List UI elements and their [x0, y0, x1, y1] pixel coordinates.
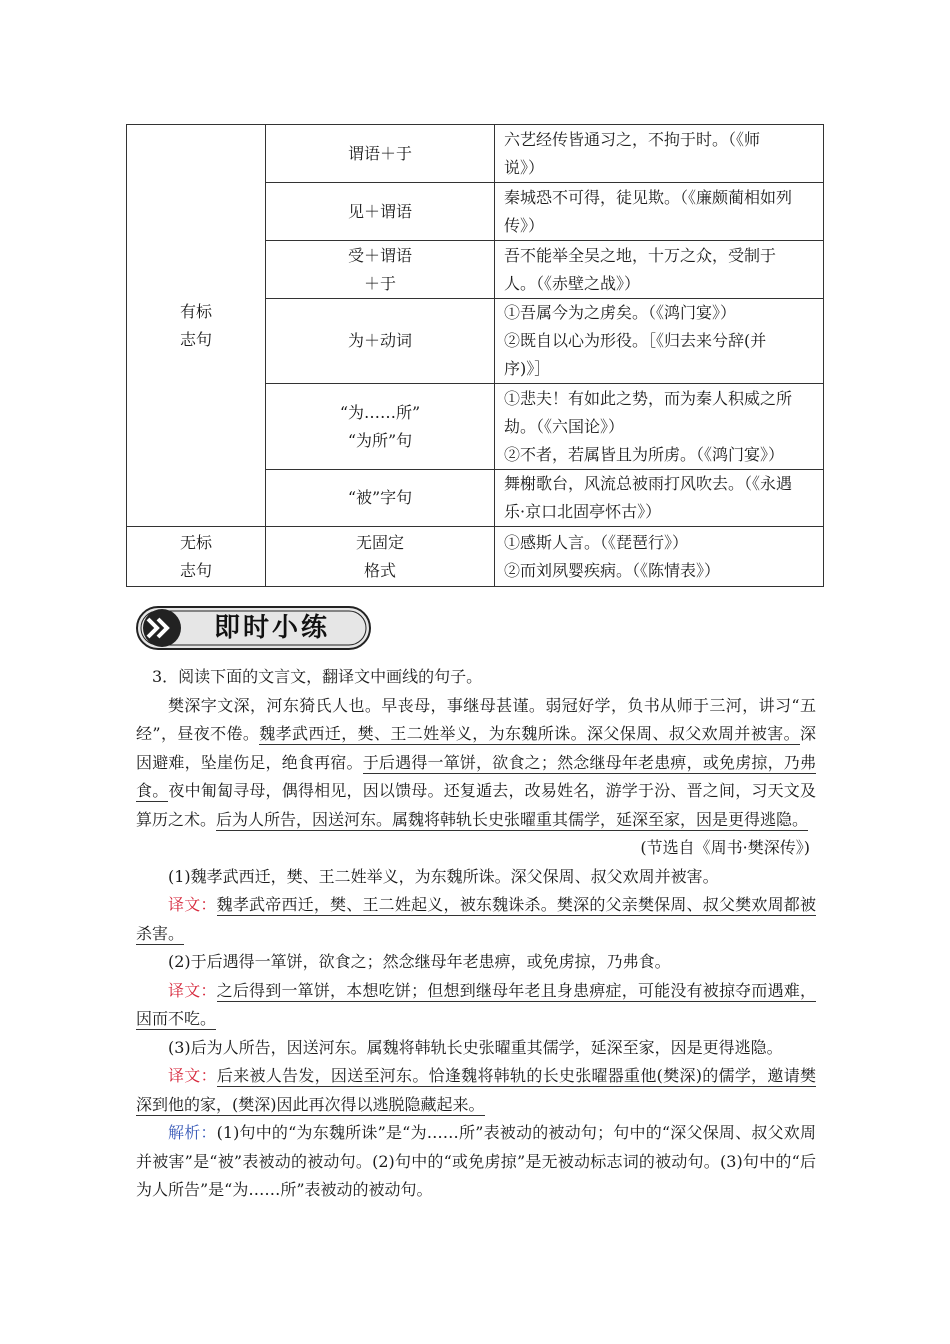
example-line: ①感斯人言。（《琵琶行》）: [504, 532, 689, 552]
example-cell: [495, 125, 824, 183]
example-line: ①吾属今为之虏矣。（《鸿门宴》）: [504, 303, 737, 322]
form-line: 格式: [363, 560, 396, 580]
example-line: 劫。（《六国论》）: [504, 416, 625, 436]
form-line: 见＋谓语: [347, 201, 412, 221]
passive-sentence-table: [126, 124, 824, 587]
translation-label: 译文：: [168, 980, 217, 1000]
example-line: 秦城恐不可得，徒见欺。（《廉颇蔺相如列: [504, 187, 793, 207]
table-row: [127, 125, 824, 183]
translation-answer: [136, 891, 816, 948]
underlined-sentence: 后为人所告，因送河东。属魏将韩轨长史张曜重其儒学，延深至家，因是更得逃隐。: [216, 809, 809, 829]
translation-text: 之后得到一箪饼，本想吃饼；但想到继母年老且身患痹症，可能没有被掠夺而遇难，因而不吃。: [136, 980, 816, 1028]
example-cell: [495, 527, 824, 587]
form-line: “为所”句: [347, 430, 413, 450]
form-line: ＋于: [363, 273, 396, 293]
example-line: ②不者，若属皆且为所虏。（《鸿门宴》）: [504, 444, 785, 464]
question-prompt: 3．阅读下面的文言文，翻译文中画线的句子。: [152, 667, 483, 686]
table-body: [127, 125, 824, 587]
form-cell: [266, 384, 495, 470]
section-banner: [136, 605, 372, 651]
underlined-sentence: 于后遇得一箪饼，欲食之；然念继母年老患痹，或免虏掠，乃弗食。: [136, 752, 816, 800]
passage-text: 深因避难，坠崖伤足，绝食再宿。: [136, 724, 816, 772]
analysis-block: [136, 1119, 816, 1205]
form-cell: [266, 125, 495, 183]
example-line: 六艺经传皆通习之，不拘于时。（《师: [504, 129, 761, 149]
form-line: 受＋谓语: [347, 245, 412, 265]
example-line: 人。（《赤壁之战》）: [504, 273, 641, 293]
banner-title: 即时小练: [214, 613, 331, 643]
passage-text: 夜中匍匐寻母，偶得相见，因以馈母。还复遁去，改易姓名，游学于汾、晋之间，习天文及算历之术。: [136, 781, 816, 829]
translation-question: (3)后为人所告，因送河东。属魏将韩轨长史张曜重其儒学，延深至家，因是更得逃隐。: [168, 1037, 783, 1057]
form-line: 谓语＋于: [347, 143, 412, 163]
form-line: “被”字句: [347, 488, 413, 507]
example-cell: [495, 241, 824, 299]
translation-label: 译文：: [168, 1066, 217, 1085]
example-cell: [495, 183, 824, 241]
example-cell: [495, 470, 824, 527]
category-line: 无标: [179, 532, 212, 552]
classical-passage: [136, 692, 816, 835]
example-line: 说》）: [504, 157, 545, 177]
form-cell: [266, 183, 495, 241]
translation-items: [136, 863, 816, 1120]
form-line: 无固定: [355, 532, 404, 552]
translation-text: 魏孝武帝西迁，樊、王二姓起义，被东魏诛杀。樊深的父亲樊保周、叔父樊欢周都被杀害。: [136, 895, 816, 943]
category-unmarked: [127, 527, 266, 587]
example-line: 乐·京口北固亭怀古》）: [504, 502, 662, 521]
translation-question: (2)于后遇得一箪饼，欲食之；然念继母年老患痹，或免虏掠，乃弗食。: [168, 952, 671, 971]
table-row: [127, 527, 824, 587]
form-cell: [266, 527, 495, 587]
form-cell: [266, 241, 495, 299]
example-line: 传》）: [504, 215, 545, 235]
example-line: ②既自以心为形役。［《归去来兮辞(并: [504, 331, 767, 350]
form-line: 为＋动词: [347, 331, 412, 350]
example-line: 吾不能举全吴之地，十万之众，受制于: [504, 245, 777, 265]
passage-text: 樊深字文深，河东猗氏人也。早丧母，事继母甚谨。弱冠好学，负书从师于三河，讲习“五经”，昼夜不倦。: [136, 695, 816, 743]
translation-question: (1)魏孝武西迁，樊、王二姓举义，为东魏所诛。深父保周、叔父欢周并被害。: [168, 866, 719, 886]
translation-answer: [136, 1062, 816, 1119]
form-cell: [266, 299, 495, 384]
passage-source: (节选自《周书·樊深传》): [640, 838, 810, 857]
example-line: 序)》］: [504, 359, 551, 378]
translation-text: 后来被人告发，因送至河东。恰逢魏将韩轨的长史张曜器重他(樊深)的儒学，邀请樊深到他的家，(樊深)因此再次得以逃脱隐藏起来。: [136, 1066, 816, 1114]
example-cell: [495, 299, 824, 384]
analysis-label: 解析：: [168, 1123, 217, 1142]
example-line: ①悲夫！有如此之势，而为秦人积威之所: [504, 388, 793, 408]
category-line: 志句: [179, 329, 212, 349]
example-line: 舞榭歌台，风流总被雨打风吹去。（《永遇: [504, 474, 793, 493]
form-cell: [266, 470, 495, 527]
underlined-sentence: 魏孝武西迁，樊、王二姓举义，为东魏所诛。深父保周、叔父欢周并被害。: [259, 724, 800, 743]
example-line: ②而刘夙婴疾病。（《陈情表》）: [504, 560, 721, 580]
category-line: 有标: [179, 301, 212, 321]
category-line: 志句: [179, 560, 212, 580]
form-line: “为……所”: [339, 402, 421, 422]
example-cell: [495, 384, 824, 470]
translation-answer: [136, 977, 816, 1034]
category-marked: [127, 125, 266, 527]
exercise-section: [136, 663, 816, 1205]
analysis-text: (1)句中的“为东魏所诛”是“为……所”表被动的被动句；句中的“深父保周、叔父欢周并被害”是“被”表被动的被动句。(2)句中的“或免虏掠”是无被动标志词的被动句。(3)句中的“后为人所告”是“为……所”表被动的被动句。: [136, 1123, 816, 1199]
translation-label: 译文：: [168, 895, 217, 914]
